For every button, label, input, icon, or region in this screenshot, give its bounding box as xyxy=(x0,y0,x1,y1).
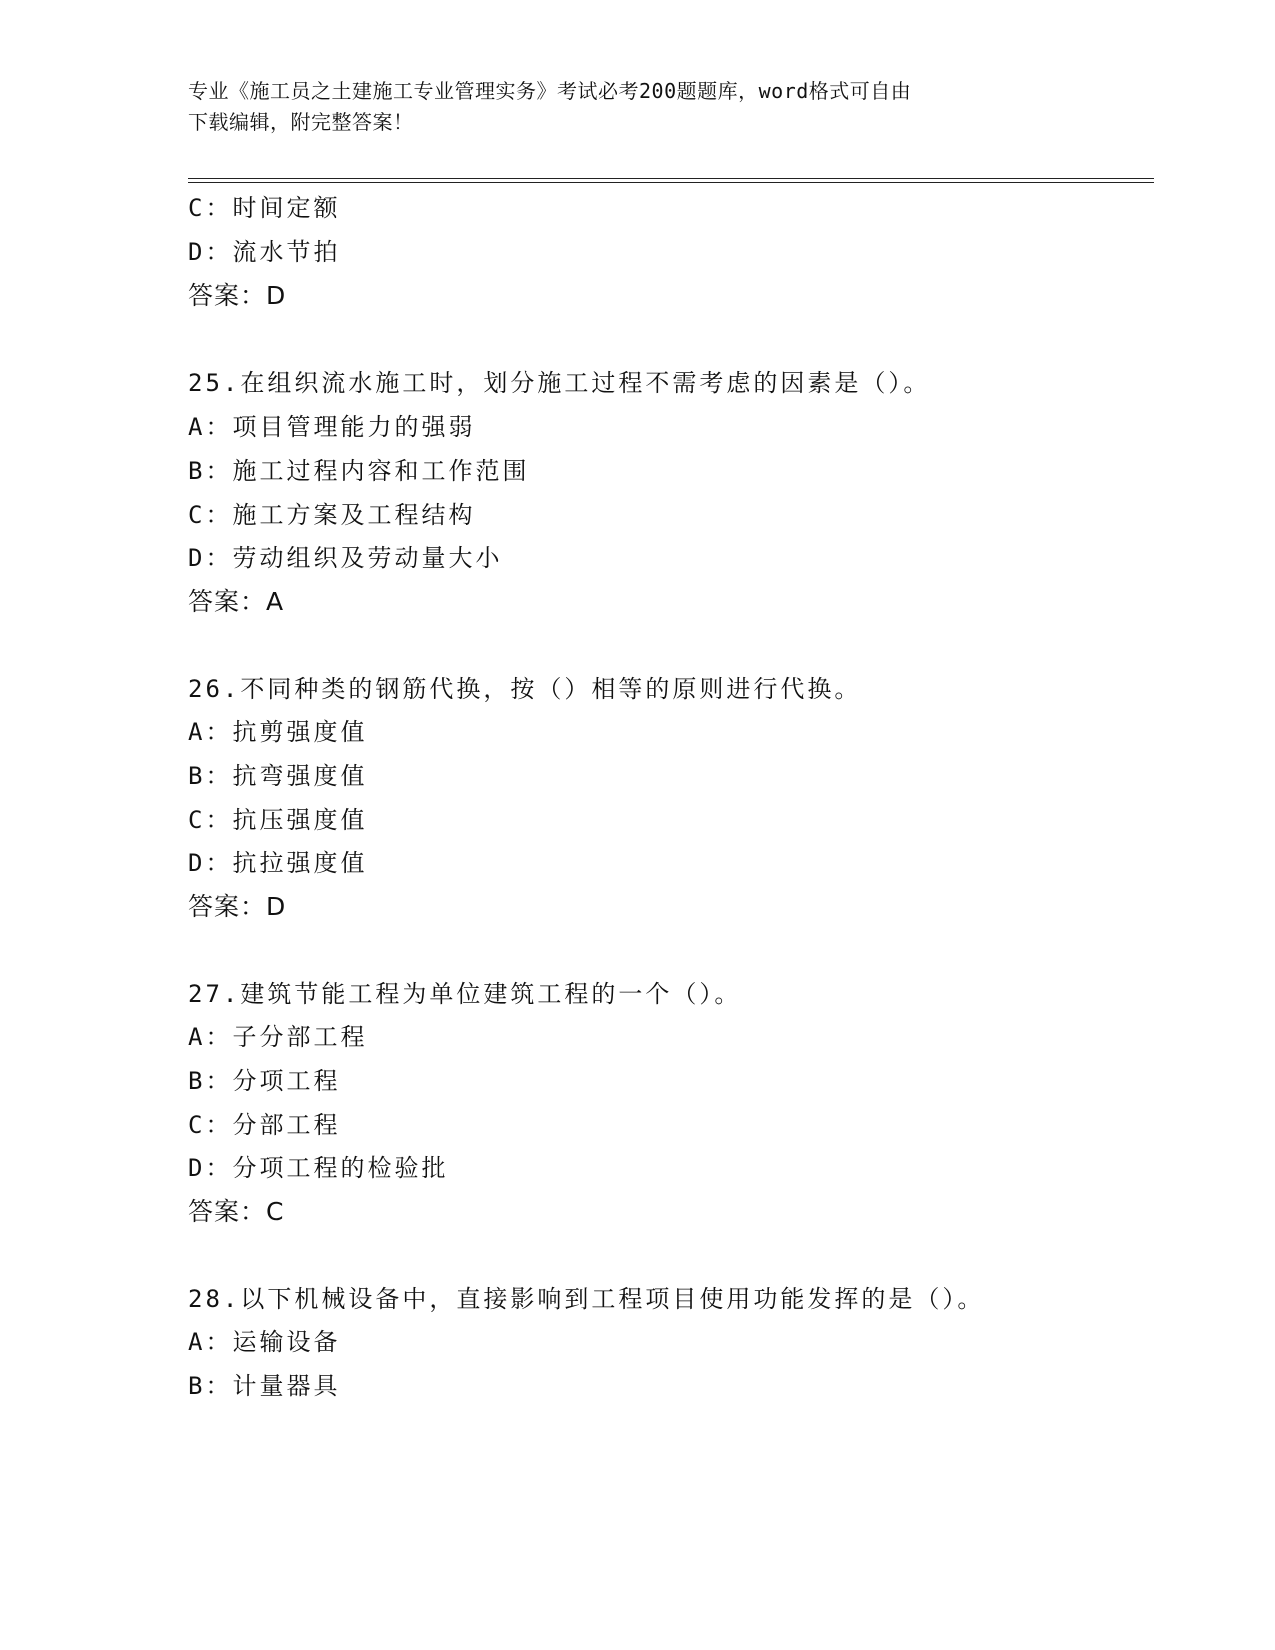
option-d: D：流水节拍 xyxy=(188,238,341,266)
question-stem: 27.建筑节能工程为单位建筑工程的一个（）。 xyxy=(188,980,742,1008)
option-a: A：抗剪强度值 xyxy=(188,718,368,746)
option-a: A：运输设备 xyxy=(188,1328,341,1356)
header-divider xyxy=(188,178,1154,183)
option-a: A：子分部工程 xyxy=(188,1023,368,1051)
question-stem: 26.不同种类的钢筋代换，按（）相等的原则进行代换。 xyxy=(188,675,862,703)
option-c: C：时间定额 xyxy=(188,194,341,222)
option-c: C：抗压强度值 xyxy=(188,806,368,834)
option-c: C：分部工程 xyxy=(188,1111,341,1139)
option-a: A：项目管理能力的强弱 xyxy=(188,413,476,441)
option-d: D：分项工程的检验批 xyxy=(188,1154,449,1182)
question-stem: 28.以下机械设备中，直接影响到工程项目使用功能发挥的是（）。 xyxy=(188,1285,985,1313)
answer: 答案：D xyxy=(188,281,287,310)
option-b: B：抗弯强度值 xyxy=(188,762,368,790)
answer: 答案：C xyxy=(188,1197,285,1226)
answer: 答案：A xyxy=(188,587,285,616)
option-c: C：施工方案及工程结构 xyxy=(188,501,476,529)
question-stem: 25.在组织流水施工时，划分施工过程不需考虑的因素是（）。 xyxy=(188,369,931,397)
option-b: B：分项工程 xyxy=(188,1067,341,1095)
header-line-2: 下载编辑，附完整答案！ xyxy=(188,110,414,134)
document-header xyxy=(188,76,1088,138)
option-b: B：施工过程内容和工作范围 xyxy=(188,457,530,485)
option-d: D：劳动组织及劳动量大小 xyxy=(188,544,503,572)
option-d: D：抗拉强度值 xyxy=(188,849,368,877)
answer: 答案：D xyxy=(188,892,287,921)
option-b: B：计量器具 xyxy=(188,1372,341,1400)
header-line-1: 专业《施工员之土建施工专业管理实务》考试必考200题题库，word格式可自由 xyxy=(188,79,912,103)
